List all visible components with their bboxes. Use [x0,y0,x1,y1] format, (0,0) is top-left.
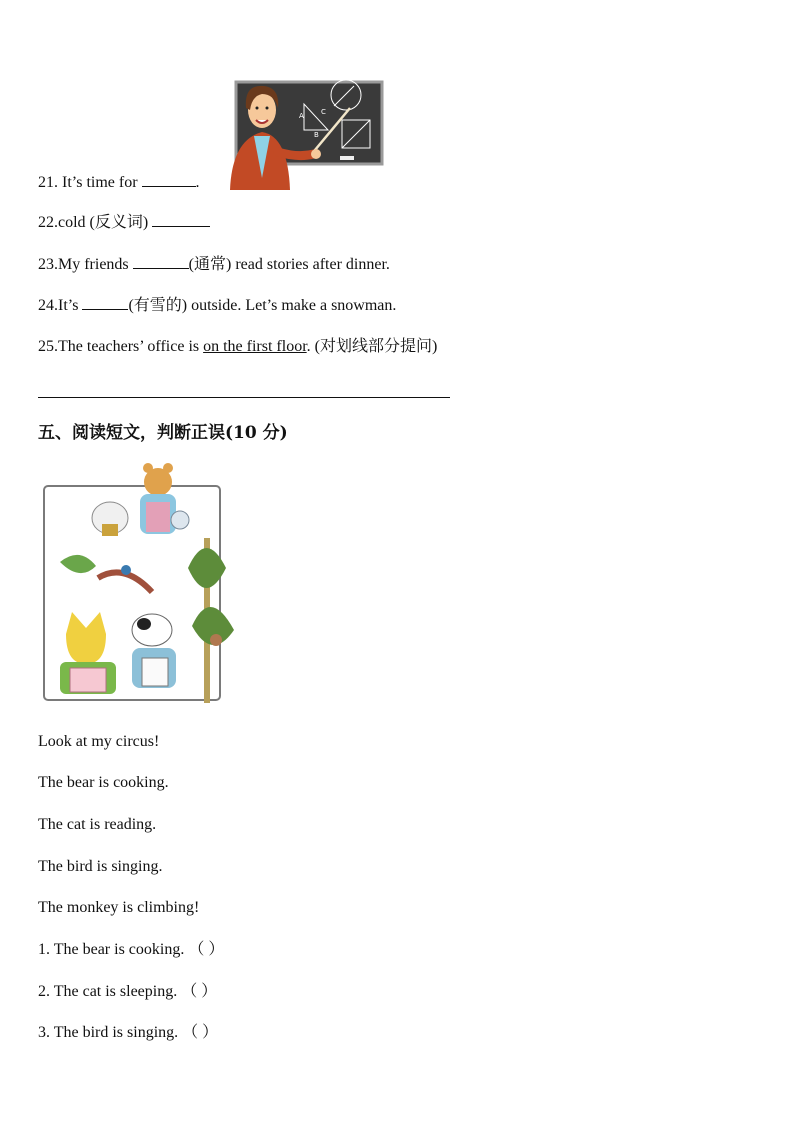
q22-blank[interactable] [152,212,210,227]
q21-blank[interactable] [142,172,196,187]
judgement-3 [38,1023,218,1043]
q25-underlined: on the first floor [203,338,307,355]
q23-pre: 23.My friends [38,256,129,273]
passage-line-4: The bird is singing. [38,858,163,875]
passage-line-2: The bear is cooking. [38,774,169,791]
blackboard-label-a: A [299,112,304,120]
q23-blank[interactable] [133,254,189,269]
blackboard-label-b: B [314,131,319,139]
judgement-1 [38,940,224,960]
judgement-1-bracket[interactable]: （ ） [188,941,225,958]
q24-pre: 24.It’s [38,297,79,314]
judgement-1-text: 1. The bear is cooking. [38,941,185,958]
judgement-3-text: 3. The bird is singing. [38,1024,179,1041]
q21-number: 21 [38,174,54,191]
q21-text: . It’s time for [54,174,138,191]
q24-post: (有雪的) outside. Let’s make a snowman. [128,297,397,314]
judgement-2-bracket[interactable]: （ ） [181,983,218,1000]
judgement-3-bracket[interactable]: （ ） [182,1024,219,1041]
passage-line-1: Look at my circus! [38,733,160,750]
circus-illustration [40,458,244,708]
q23-post: (通常) read stories after dinner. [188,256,390,273]
q25-answer-line[interactable] [38,397,450,398]
q21-end: . [195,174,200,191]
q22-text: 22.cold (反义词) [38,214,149,231]
question-25 [38,337,437,357]
q25-post: . (对划线部分提问) [306,338,438,355]
passage-line-3: The cat is reading. [38,816,157,833]
q24-blank[interactable] [82,295,128,310]
blackboard-label-c: C [321,108,326,116]
passage-line-5: The monkey is climbing! [38,899,200,916]
teacher-blackboard-illustration [228,78,386,190]
section-5-heading: 五、阅读短文，判断正误(10 分) [38,423,288,443]
q25-pre: 25.The teachers’ office is [38,338,200,355]
question-23 [38,254,390,275]
question-22 [38,212,210,233]
judgement-2 [38,982,217,1002]
question-21 [38,172,200,193]
question-24 [38,295,396,316]
judgement-2-text: 2. The cat is sleeping. [38,983,178,1000]
